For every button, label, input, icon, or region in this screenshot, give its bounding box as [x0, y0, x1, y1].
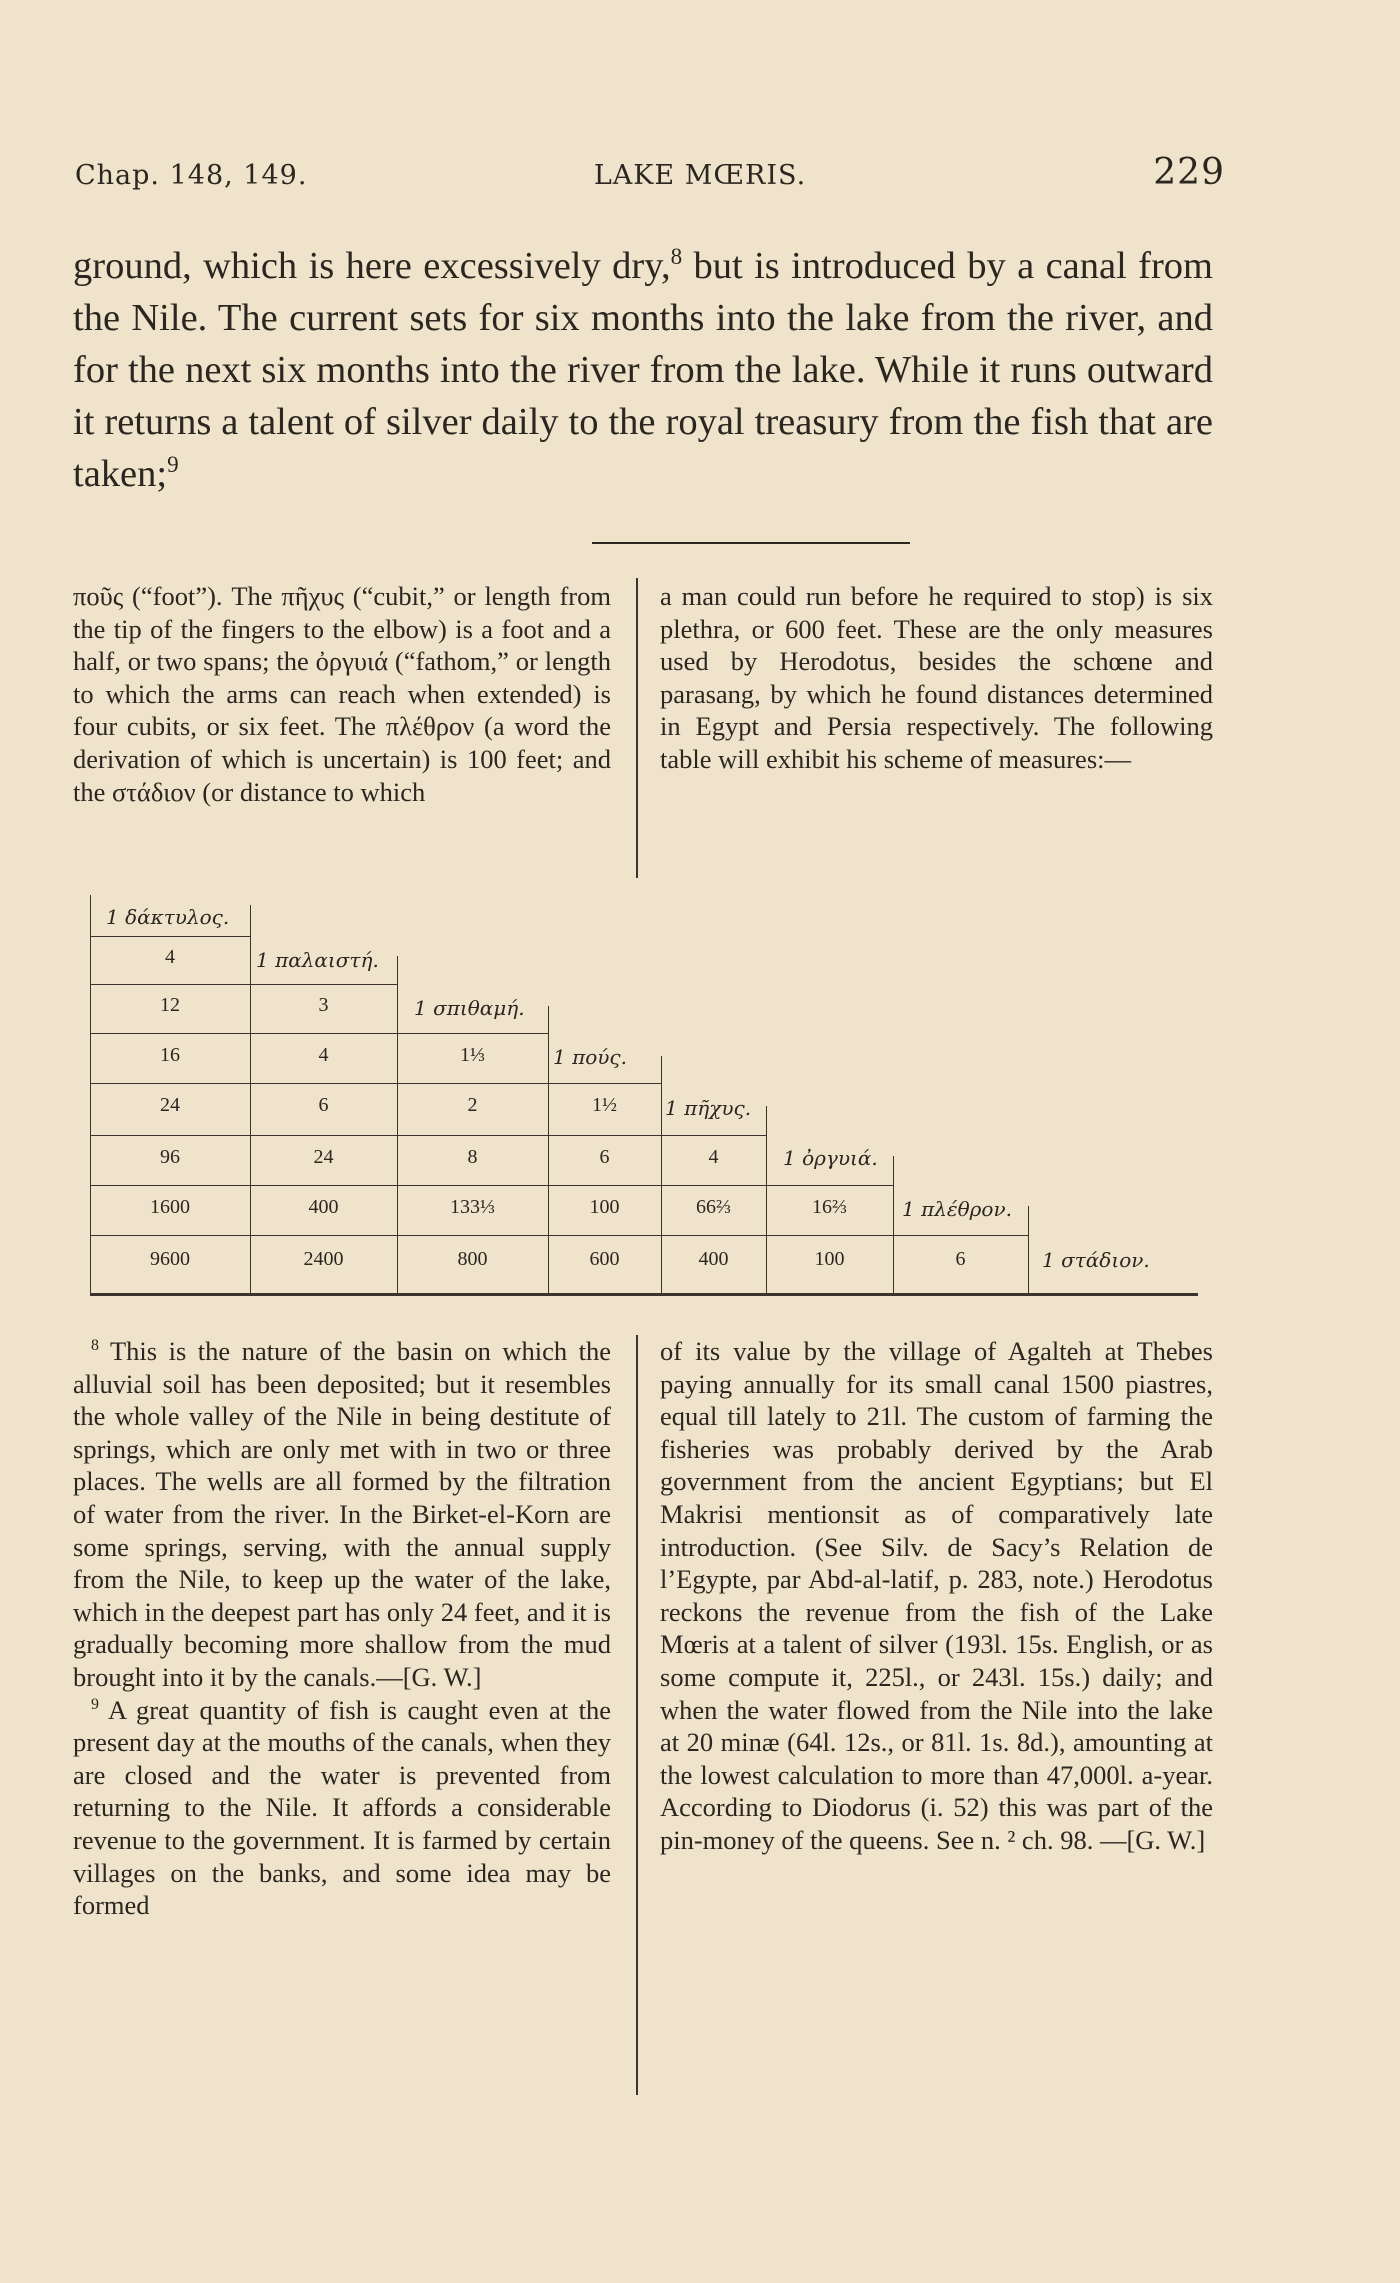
table-bottom-border: [90, 1293, 1198, 1296]
table-cell: 100: [589, 1196, 620, 1218]
table-cell: 2: [467, 1094, 478, 1116]
table-cell: 6: [318, 1094, 329, 1116]
main-paragraph: [73, 240, 1213, 500]
column-divider-lower: [636, 1335, 638, 2095]
footnote-ref-8: 8: [670, 243, 683, 270]
unit-label: 1 πῆχυς.: [665, 1096, 752, 1120]
table-hline: [90, 1135, 766, 1136]
table-cell: 24: [313, 1146, 334, 1168]
footnote-ref-9: 9: [167, 451, 179, 478]
main-text-part2: but is introduced by a canal from the Nile. The current sets for six months into the lake from the river, and for the next six months into the river from the lake. While it runs outward it returns a talent of silver daily to the royal treasury from the fish that are taken;: [73, 245, 1214, 495]
table-cell: 3: [318, 994, 329, 1016]
table-hline: [90, 1083, 661, 1084]
note-text-left: ποῦς (“foot”). The πῆχυς (“cubit,” or length from the tip of the fingers to the elbow) is a foot and a half, or two spans; the ὀργυιά (“fathom,” or length to which the arms can reach when extended) is four cubits, or six feet. The πλέθρον (a word the derivation of which is uncertain) is 100 feet; and the στάδιον (or distance to which: [73, 581, 611, 807]
footnote-8: [73, 1335, 611, 1694]
table-cell: 800: [457, 1248, 488, 1270]
separator-rule: [592, 542, 910, 544]
table-cell: 8: [467, 1146, 478, 1168]
table-left-border: [90, 895, 91, 1296]
column-divider-upper: [636, 578, 638, 878]
table-cell: 4: [708, 1146, 719, 1168]
table-vline: [250, 905, 251, 1296]
unit-label: 1 ὀργυιά.: [783, 1146, 878, 1170]
table-cell: 4: [165, 946, 175, 968]
table-cell: 133⅓: [450, 1196, 495, 1218]
table-vline: [893, 1156, 894, 1296]
running-header-title: LAKE MŒRIS.: [593, 160, 807, 191]
table-hline: [90, 1033, 548, 1034]
unit-label: 1 δάκτυλος.: [106, 905, 230, 929]
table-hline: [90, 984, 397, 985]
footnote-9-text: A great quantity of fish is caught even at the present day at the mouths of the canals, when they are closed and the water is prevented from returning to the Nile. It affords a considerable revenue to the government. It is farmed by certain villages on the banks, and some idea may be formed: [73, 1694, 611, 1921]
table-cell: 4: [318, 1044, 329, 1066]
footnotes-left: [73, 1335, 611, 1922]
note-column-left: [73, 580, 611, 808]
unit-label: 1 σπιθαμή.: [414, 996, 525, 1020]
table-vline: [397, 956, 398, 1296]
unit-label: 1 στάδιον.: [1042, 1248, 1150, 1272]
table-cell: 96: [160, 1146, 180, 1168]
table-cell: 400: [698, 1248, 729, 1270]
table-cell: 16: [160, 1044, 180, 1066]
table-cell: 1⅓: [460, 1044, 485, 1066]
table-cell: 600: [589, 1248, 620, 1270]
footnote-9-number: 9: [91, 1695, 99, 1713]
note-column-right: [660, 580, 1213, 776]
unit-label: 1 παλαιστή.: [256, 948, 379, 972]
table-cell: 16⅔: [812, 1196, 847, 1218]
table-cell: 12: [160, 994, 180, 1016]
footnote-9-continued: of its value by the village of Agalteh at Thebes paying annually for its small canal 1500 piastres, equal till lately to 21l. The custom of farming the fisheries was probably derived by the Arab government from the ancient Egyptians; but El Makrisi mentionsit as of comparatively late introduction. (See Silv. de Sacy’s Relation de l’Egypte, par Abd-al-latif, p. 283, note.) Herodotus reckons the revenue from the fish of the Lake Mœris at a talent of silver (193l. 15s. English, or as some compute it, 225l., or 243l. 15s.) daily; and when the water flowed from the Nile into the lake at 20 minæ (64l. 12s., or 81l. 1s. 8d.), amounting at the lowest calculation to more than 47,000l. a-year. According to Diodorus (i. 52) this was part of the pin-money of the queens. See n. ² ch. 98. —[G. W.]: [660, 1336, 1213, 1855]
table-cell: 9600: [150, 1248, 190, 1270]
table-cell: 66⅔: [696, 1196, 731, 1218]
running-header-chapter: Chap. 148, 149.: [75, 160, 308, 191]
table-vline: [1028, 1206, 1029, 1296]
footnote-9: [73, 1694, 611, 1922]
table-cell: 100: [814, 1248, 845, 1270]
table-cell: 400: [308, 1196, 339, 1218]
footnote-8-text: This is the nature of the basin on which the alluvial soil has been deposited; but it resembles the whole valley of the Nile in being destitute of springs, which are only met with in two or three places. The wells are all formed by the filtration of water from the river. In the Birket-el-Korn are some springs, serving, with the annual supply from the Nile, to keep up the water of the lake, which in the deepest part has only 24 feet, and it is gradually becoming more shallow from the mud brought into it by the canals.—[G. W.]: [73, 1336, 611, 1692]
page-number: 229: [1153, 152, 1225, 193]
table-cell: 1600: [150, 1196, 190, 1218]
table-vline: [766, 1106, 767, 1296]
table-cell: 2400: [303, 1248, 344, 1270]
note-text-right: a man could run before he required to stop) is six plethra, or 600 feet. These are the only measures used by Herodotus, besides the schœne and parasang, by which he found distances determined in Egypt and Persia respectively. The following table will exhibit his scheme of measures:—: [660, 581, 1213, 774]
unit-label: 1 πούς.: [553, 1045, 627, 1069]
table-hline: [90, 1185, 893, 1186]
table-cell: 6: [955, 1248, 966, 1270]
table-cell: 1½: [592, 1094, 617, 1116]
table-vline: [661, 1056, 662, 1296]
table-cell: 24: [160, 1094, 180, 1116]
footnotes-right: [660, 1335, 1213, 1857]
unit-label: 1 πλέθρον.: [902, 1197, 1012, 1221]
table-hline: [90, 1235, 1028, 1236]
table-hline: [90, 936, 250, 937]
table-cell: 6: [599, 1146, 610, 1168]
table-vline: [548, 1006, 549, 1296]
footnote-8-number: 8: [91, 1337, 99, 1355]
main-text-part1: ground, which is here excessively dry,: [73, 245, 671, 287]
